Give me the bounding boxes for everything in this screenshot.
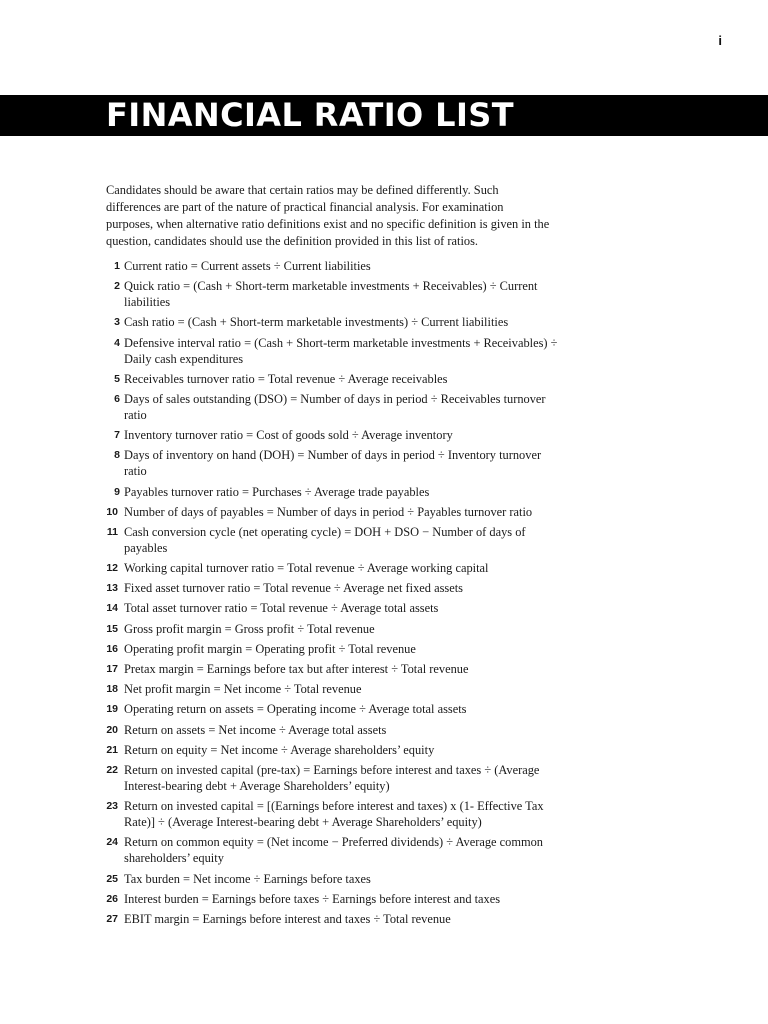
ratio-item <box>104 742 564 758</box>
ratio-item <box>104 371 564 387</box>
ratio-item <box>104 524 564 556</box>
ratio-definition: Return on common equity = (Net income − Preferred dividends) ÷ Average common shareholders’ equity <box>124 835 543 866</box>
ratio-item <box>104 762 564 794</box>
ratio-definition: Receivables turnover ratio = Total revenue ÷ Average receivables <box>124 371 448 386</box>
ratio-item <box>104 798 564 830</box>
ratio-number: 6 <box>114 392 120 405</box>
ratio-number: 5 <box>114 372 120 385</box>
ratio-number: 14 <box>106 602 118 615</box>
ratio-item <box>104 722 564 738</box>
ratio-definition: Return on invested capital = [(Earnings before interest and taxes) x (1- Effective Tax Rate)] ÷ (Average Interest-bearing debt + Average Shareholders’ equity) <box>124 799 544 830</box>
ratio-item <box>104 661 564 677</box>
ratio-definition: Cash conversion cycle (net operating cycle) = DOH + DSO − Number of days of payables <box>124 524 526 555</box>
ratio-item <box>104 447 564 479</box>
ratio-definition: Return on equity = Net income ÷ Average shareholders’ equity <box>124 742 435 757</box>
ratio-item <box>104 391 564 423</box>
ratio-item <box>104 911 564 927</box>
ratio-item <box>104 314 564 330</box>
page-title: FINANCIAL RATIO LIST <box>106 96 514 134</box>
ratio-item <box>104 891 564 907</box>
ratio-definition: Fixed asset turnover ratio = Total revenue ÷ Average net fixed assets <box>124 581 463 596</box>
ratio-definition: Inventory turnover ratio = Cost of goods sold ÷ Average inventory <box>124 428 453 443</box>
ratio-item <box>104 681 564 697</box>
ratio-definition: Tax burden = Net income ÷ Earnings before taxes <box>124 871 371 886</box>
ratio-number: 2 <box>114 280 120 293</box>
ratio-definition: Defensive interval ratio = (Cash + Short-term marketable investments + Receivables) ÷ Daily cash expenditures <box>124 335 558 366</box>
ratio-item <box>104 278 564 310</box>
ratio-definition: Days of inventory on hand (DOH) = Number of days in period ÷ Inventory turnover ratio <box>124 448 542 479</box>
ratio-number: 1 <box>114 260 120 272</box>
ratio-definition: Cash ratio = (Cash + Short-term marketable investments) ÷ Current liabilities <box>124 315 509 330</box>
ratio-number: 9 <box>114 485 120 498</box>
ratio-definition: Operating return on assets = Operating income ÷ Average total assets <box>124 702 467 717</box>
ratio-number: 12 <box>106 562 118 575</box>
ratio-item <box>104 580 564 596</box>
ratio-number: 4 <box>114 336 120 349</box>
ratio-definition: Quick ratio = (Cash + Short-term marketable investments + Receivables) ÷ Current liabilities <box>124 279 538 310</box>
ratio-definition: Interest burden = Earnings before taxes ÷ Earnings before interest and taxes <box>124 891 501 906</box>
page-number: i <box>718 33 722 48</box>
ratio-item <box>104 258 564 274</box>
intro-paragraph: Candidates should be aware that certain ratios may be defined differently. Such differences are part of the nature of practical financial analysis. For examination purposes, when alternative ratio definitions exist and no specific definition is given in the question, candidates should use the definition provided in this list of ratios. <box>106 183 550 248</box>
ratio-number: 27 <box>106 912 118 925</box>
ratio-definition: Operating profit margin = Operating profit ÷ Total revenue <box>124 641 416 656</box>
ratio-item <box>104 701 564 717</box>
ratio-item <box>104 335 564 367</box>
ratio-item <box>104 427 564 443</box>
ratio-number: 11 <box>106 525 118 538</box>
ratio-item <box>104 641 564 657</box>
ratio-definition: Gross profit margin = Gross profit ÷ Total revenue <box>124 621 375 636</box>
ratio-number: 15 <box>106 622 118 635</box>
ratio-number: 23 <box>106 800 118 813</box>
ratio-number: 20 <box>106 723 118 736</box>
ratio-definition: Return on assets = Net income ÷ Average total assets <box>124 722 387 737</box>
ratio-definition: Working capital turnover ratio = Total revenue ÷ Average working capital <box>124 561 489 576</box>
ratio-definition: Return on invested capital (pre-tax) = Earnings before interest and taxes ÷ (Average Interest-bearing debt + Average Shareholders’ equity) <box>124 762 540 793</box>
ratio-item <box>104 560 564 576</box>
ratio-number: 13 <box>106 582 118 595</box>
ratio-definition: Pretax margin = Earnings before tax but after interest ÷ Total revenue <box>124 662 469 676</box>
ratio-number: 26 <box>106 892 118 905</box>
ratio-item <box>104 504 564 520</box>
title-banner <box>0 95 768 136</box>
ratio-number: 16 <box>106 642 118 655</box>
ratio-definition: Number of days of payables = Number of days in period ÷ Payables turnover ratio <box>124 504 533 519</box>
ratio-number: 25 <box>106 872 118 885</box>
ratio-item <box>104 621 564 637</box>
ratio-number: 8 <box>114 449 120 462</box>
ratio-item <box>104 834 564 866</box>
ratio-item <box>104 600 564 616</box>
ratio-definition: EBIT margin = Earnings before interest and taxes ÷ Total revenue <box>124 911 451 926</box>
ratio-number: 17 <box>106 663 118 675</box>
ratio-number: 24 <box>106 836 118 849</box>
ratio-number: 7 <box>114 429 120 442</box>
ratio-list <box>104 258 564 931</box>
ratio-definition: Current ratio = Current assets ÷ Current liabilities <box>124 259 371 273</box>
ratio-number: 18 <box>106 683 118 696</box>
ratio-item <box>104 871 564 887</box>
ratio-definition: Net profit margin = Net income ÷ Total revenue <box>124 682 362 697</box>
ratio-definition: Payables turnover ratio = Purchases ÷ Average trade payables <box>124 484 430 499</box>
ratio-number: 19 <box>106 703 118 716</box>
ratio-number: 10 <box>106 505 118 518</box>
ratio-number: 21 <box>106 743 118 756</box>
ratio-item <box>104 484 564 500</box>
ratio-number: 3 <box>114 316 120 329</box>
ratio-definition: Days of sales outstanding (DSO) = Number of days in period ÷ Receivables turnover ratio <box>124 391 546 422</box>
ratio-definition: Total asset turnover ratio = Total revenue ÷ Average total assets <box>124 601 439 616</box>
ratio-number: 22 <box>106 763 118 776</box>
